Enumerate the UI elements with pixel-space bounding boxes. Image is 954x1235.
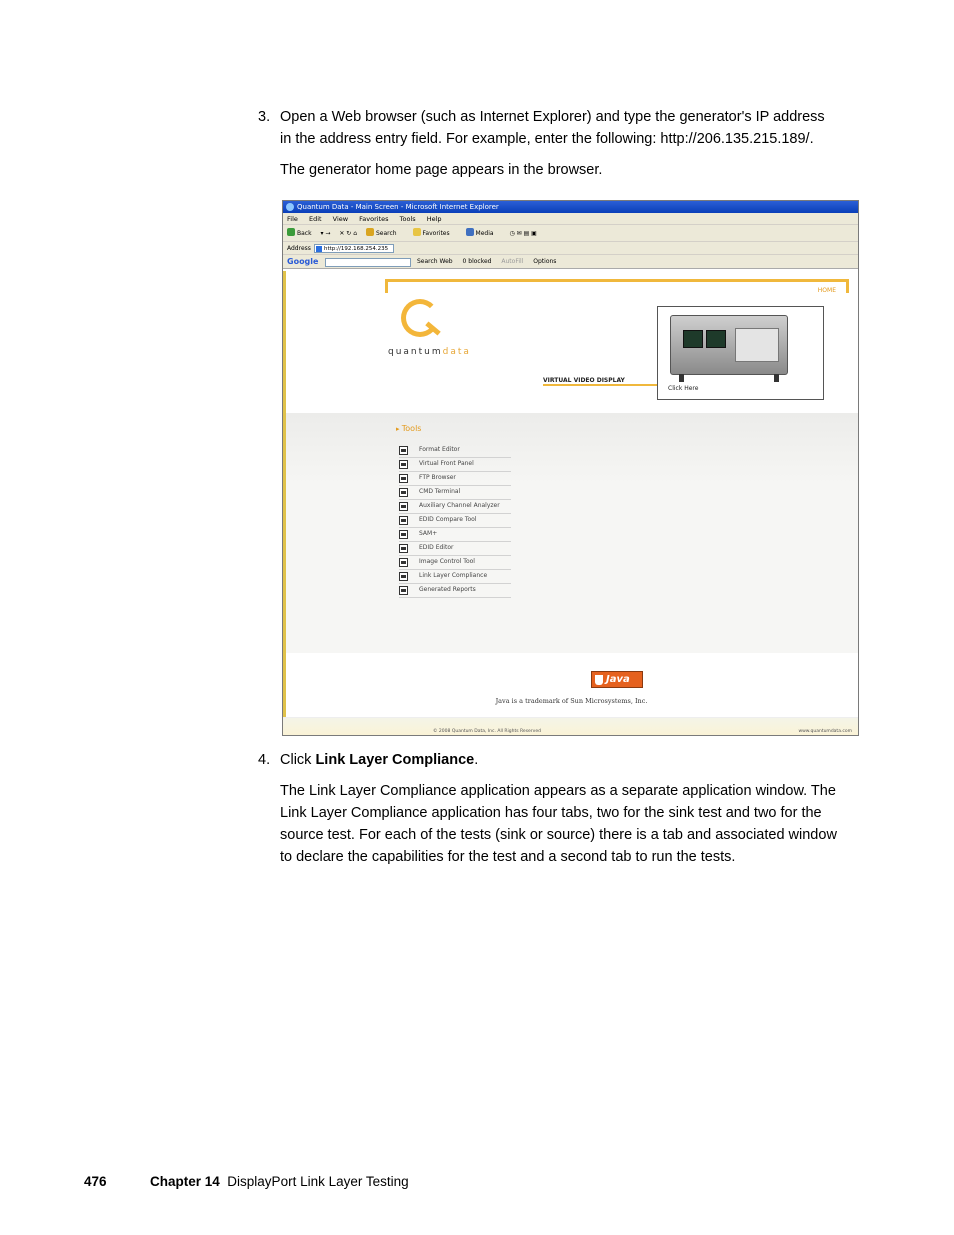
tool-label: Auxiliary Channel Analyzer: [419, 502, 500, 509]
step-3-line-1: Open a Web browser (such as Internet Explorer) and type the generator's IP address: [280, 109, 825, 125]
device-keypad: [735, 328, 779, 362]
google-blocked-button[interactable]: 0 blocked: [462, 258, 492, 265]
tool-format-editor[interactable]: [399, 444, 511, 458]
tool-label: CMD Terminal: [419, 488, 461, 495]
media-label: Media: [475, 230, 494, 237]
computer-icon: [399, 474, 408, 483]
search-label: Search: [375, 230, 397, 237]
chapter-title: DisplayPort Link Layer Testing: [227, 1174, 409, 1189]
computer-icon: [399, 572, 408, 581]
computer-icon: [399, 558, 408, 567]
tool-edid-compare-tool[interactable]: [399, 514, 511, 528]
tool-label: EDID Compare Tool: [419, 516, 477, 523]
favorites-label: Favorites: [422, 230, 450, 237]
tool-label: Format Editor: [419, 446, 460, 453]
browser-menubar: [283, 213, 858, 225]
star-icon: [413, 228, 421, 236]
chapter-footer: [150, 1173, 409, 1191]
search-button[interactable]: [366, 230, 404, 237]
stop-refresh-home-icons[interactable]: ✕ ↻ ⌂: [339, 230, 358, 237]
address-bar: [283, 242, 858, 255]
computer-icon: [399, 502, 408, 511]
step-3-number: 3.: [258, 109, 271, 125]
back-label: Back: [297, 230, 312, 237]
media-icon: [466, 228, 474, 236]
device-screen-left: [683, 330, 703, 348]
step-4-body: [280, 780, 880, 868]
google-search-input[interactable]: [325, 258, 411, 267]
computer-icon: [399, 460, 408, 469]
search-icon: [366, 228, 374, 236]
back-button[interactable]: Back ▾ →: [287, 230, 330, 237]
menu-view[interactable]: View: [332, 215, 349, 223]
click-here-label: Click Here: [668, 385, 699, 392]
browser-titlebar: [283, 201, 858, 213]
tool-link-layer-compliance[interactable]: [399, 570, 511, 584]
step-4-suffix: .: [474, 752, 479, 768]
logo-text-quantum: quantum: [388, 347, 443, 357]
step-4-body-line-2: Link Layer Compliance application has four tabs, two for the sink test and two for the: [280, 805, 822, 821]
google-toolbar-items: [417, 255, 564, 269]
tool-generated-reports[interactable]: [399, 584, 511, 598]
menu-tools[interactable]: Tools: [399, 215, 416, 223]
home-link[interactable]: HOME: [817, 287, 836, 294]
tools-title: ▸ Tools: [396, 424, 421, 433]
computer-icon: [399, 544, 408, 553]
computer-icon: [399, 516, 408, 525]
chapter-label: Chapter 14: [150, 1174, 220, 1189]
computer-icon: [399, 488, 408, 497]
tool-label: Link Layer Compliance: [419, 572, 488, 579]
pencil-icon: [399, 446, 408, 455]
google-autofill-button[interactable]: AutoFill: [501, 258, 524, 265]
java-logo-text: Java: [606, 674, 630, 685]
tool-ftp-browser[interactable]: [399, 472, 511, 486]
step-4-bold: Link Layer Compliance: [315, 752, 475, 768]
java-trademark-note: Java is a trademark of Sun Microsystems, Inc.: [495, 697, 648, 705]
tools-section: [286, 413, 859, 653]
site-url[interactable]: www.quantumdata.com: [798, 729, 852, 734]
page-icon: [316, 246, 322, 252]
virtual-video-display-label: VIRTUAL VIDEO DISPLAY: [543, 377, 625, 384]
java-cup-icon: [595, 675, 603, 685]
java-logo[interactable]: [591, 671, 643, 688]
menu-help[interactable]: Help: [426, 215, 442, 223]
device-screen-right: [706, 330, 726, 348]
media-button[interactable]: [466, 230, 501, 237]
generator-device-image: [670, 315, 788, 375]
virtual-video-display-link[interactable]: [657, 306, 824, 400]
favorites-button[interactable]: [413, 230, 457, 237]
history-mail-print-icons[interactable]: ◷ ✉ ▤ ▣: [509, 230, 537, 237]
tool-sam-plus[interactable]: [399, 528, 511, 542]
header-bracket: [385, 279, 849, 293]
page-footer-band: [283, 717, 859, 736]
browser-toolbar: [283, 225, 858, 242]
tool-cmd-terminal[interactable]: [399, 486, 511, 500]
window-title: Quantum Data - Main Screen - Microsoft Internet Explorer: [297, 203, 499, 211]
tool-label: Generated Reports: [419, 586, 476, 593]
google-toolbar: [283, 255, 858, 269]
tool-virtual-front-panel[interactable]: [399, 458, 511, 472]
menu-favorites[interactable]: Favorites: [359, 215, 389, 223]
tool-auxiliary-channel-analyzer[interactable]: [399, 500, 511, 514]
step-3-result: The generator home page appears in the browser.: [280, 162, 603, 178]
google-logo[interactable]: Google: [287, 257, 319, 266]
google-options-button[interactable]: Options: [533, 258, 557, 265]
address-label: Address: [287, 245, 311, 252]
step-3-line-2: in the address entry field. For example, enter the following: http://206.135.215.189/.: [280, 131, 814, 147]
vvd-underline: [543, 384, 657, 386]
tool-label: SAM+: [419, 530, 438, 537]
step-3-text: [280, 106, 880, 150]
logo-text-data: data: [442, 347, 471, 357]
browser-screenshot: [282, 200, 859, 736]
menu-edit[interactable]: Edit: [308, 215, 322, 223]
web-page-content: [283, 271, 859, 736]
address-value: http://192.168.254.235: [324, 246, 389, 252]
computer-icon: [399, 530, 408, 539]
menu-file[interactable]: File: [287, 215, 298, 223]
copyright: © 2008 Quantum Data, Inc. All Rights Reserved: [433, 729, 541, 734]
tool-edid-editor[interactable]: [399, 542, 511, 556]
back-arrow-icon: [287, 228, 295, 236]
document-icon: [399, 586, 408, 595]
ie-icon: [286, 203, 294, 211]
device-feet: [679, 374, 779, 382]
step-4-instruction: [280, 749, 880, 771]
tool-label: FTP Browser: [419, 474, 456, 481]
tool-image-control-tool[interactable]: [399, 556, 511, 570]
page-number: 476: [84, 1174, 107, 1189]
address-input[interactable]: [314, 244, 394, 253]
google-search-web-button[interactable]: Search Web: [417, 258, 453, 265]
tool-label: EDID Editor: [419, 544, 454, 551]
tool-label: Virtual Front Panel: [419, 460, 474, 467]
step-4-prefix: Click: [280, 752, 316, 768]
step-4-number: 4.: [258, 752, 271, 768]
logo-text: [388, 347, 471, 357]
tool-label: Image Control Tool: [419, 558, 475, 565]
step-4-body-line-4: to declare the capabilities for the test and a second tab to run the tests.: [280, 849, 736, 865]
step-4-body-line-3: source test. For each of the tests (sink or source) there is a tab and associated window: [280, 827, 837, 843]
step-4-body-line-1: The Link Layer Compliance application appears as a separate application window. The: [280, 783, 836, 799]
